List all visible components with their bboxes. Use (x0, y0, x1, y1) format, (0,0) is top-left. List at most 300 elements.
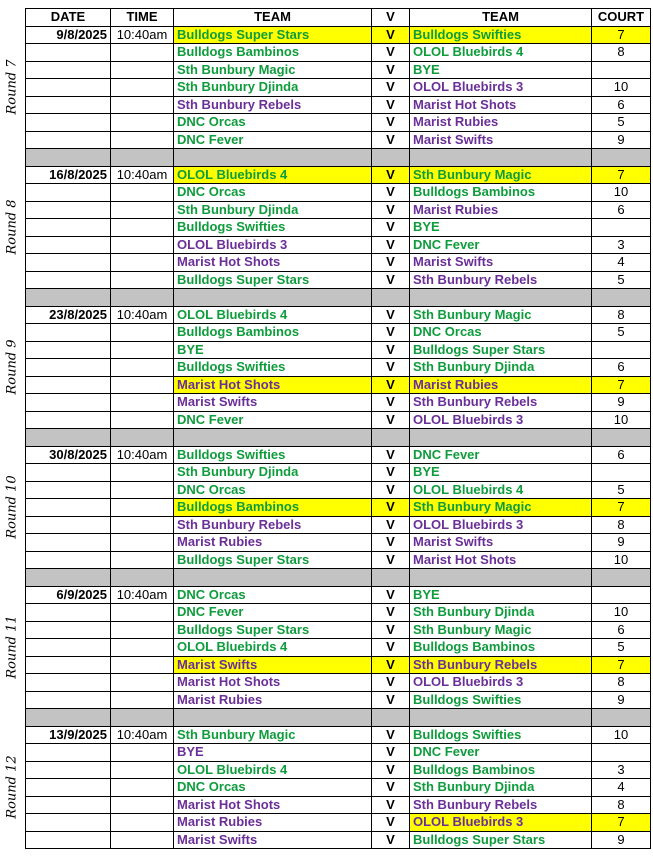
versus-cell: V (372, 639, 410, 657)
date-cell (26, 254, 111, 272)
home-team: Marist Rubies (174, 534, 372, 552)
header-court: COURT (592, 9, 651, 27)
away-team: DNC Fever (410, 446, 592, 464)
versus-cell: V (372, 481, 410, 499)
date-cell (26, 499, 111, 517)
date-cell: 30/8/2025 (26, 446, 111, 464)
match-row (26, 166, 651, 184)
away-team: BYE (410, 61, 592, 79)
separator-cell (410, 429, 592, 447)
date-cell (26, 271, 111, 289)
date-cell: 16/8/2025 (26, 166, 111, 184)
court-cell: 5 (592, 639, 651, 657)
time-cell: 10:40am (111, 726, 174, 744)
date-cell (26, 604, 111, 622)
date-cell (26, 814, 111, 832)
match-row (26, 271, 651, 289)
away-team: Marist Swifts (410, 534, 592, 552)
home-team: DNC Fever (174, 411, 372, 429)
match-row (26, 394, 651, 412)
versus-cell: V (372, 61, 410, 79)
time-cell (111, 621, 174, 639)
court-cell: 7 (592, 166, 651, 184)
versus-cell: V (372, 446, 410, 464)
home-team: Bulldogs Bambinos (174, 44, 372, 62)
separator-cell (410, 149, 592, 167)
away-team: Sth Bunbury Magic (410, 166, 592, 184)
away-team: OLOL Bluebirds 3 (410, 814, 592, 832)
separator-cell (111, 149, 174, 167)
versus-cell: V (372, 779, 410, 797)
home-team: Bulldogs Super Stars (174, 271, 372, 289)
match-row (26, 61, 651, 79)
date-cell (26, 184, 111, 202)
home-team: Bulldogs Super Stars (174, 26, 372, 44)
away-team: Bulldogs Super Stars (410, 831, 592, 849)
court-cell: 9 (592, 691, 651, 709)
court-cell: 3 (592, 236, 651, 254)
versus-cell: V (372, 604, 410, 622)
versus-cell: V (372, 814, 410, 832)
time-cell (111, 639, 174, 657)
separator-cell (372, 569, 410, 587)
away-team: OLOL Bluebirds 3 (410, 79, 592, 97)
match-row (26, 201, 651, 219)
court-cell (592, 219, 651, 237)
away-team: Bulldogs Super Stars (410, 341, 592, 359)
match-row (26, 639, 651, 657)
separator-cell (26, 709, 111, 727)
date-cell (26, 376, 111, 394)
match-row (26, 551, 651, 569)
away-team: DNC Orcas (410, 324, 592, 342)
court-cell: 10 (592, 411, 651, 429)
versus-cell: V (372, 96, 410, 114)
away-team: Sth Bunbury Magic (410, 621, 592, 639)
time-cell (111, 481, 174, 499)
time-cell (111, 499, 174, 517)
separator-cell (111, 709, 174, 727)
match-row (26, 184, 651, 202)
time-cell (111, 61, 174, 79)
fixture-body (26, 26, 651, 849)
court-cell: 10 (592, 604, 651, 622)
match-row (26, 236, 651, 254)
match-row (26, 44, 651, 62)
date-cell: 9/8/2025 (26, 26, 111, 44)
date-cell (26, 656, 111, 674)
date-cell: 6/9/2025 (26, 586, 111, 604)
time-cell (111, 814, 174, 832)
versus-cell: V (372, 726, 410, 744)
versus-cell: V (372, 411, 410, 429)
time-cell (111, 516, 174, 534)
match-row (26, 114, 651, 132)
versus-cell: V (372, 499, 410, 517)
court-cell: 7 (592, 814, 651, 832)
match-row (26, 341, 651, 359)
date-cell (26, 639, 111, 657)
court-cell: 8 (592, 306, 651, 324)
date-cell: 23/8/2025 (26, 306, 111, 324)
separator-cell (592, 709, 651, 727)
time-cell (111, 359, 174, 377)
header-team-home: TEAM (174, 9, 372, 27)
date-cell (26, 114, 111, 132)
time-cell (111, 324, 174, 342)
versus-cell: V (372, 271, 410, 289)
date-cell (26, 551, 111, 569)
match-row (26, 744, 651, 762)
court-cell (592, 61, 651, 79)
away-team: Marist Swifts (410, 254, 592, 272)
match-row (26, 219, 651, 237)
court-cell: 9 (592, 831, 651, 849)
away-team: Sth Bunbury Rebels (410, 394, 592, 412)
away-team: Bulldogs Swifties (410, 26, 592, 44)
separator-cell (174, 149, 372, 167)
home-team: OLOL Bluebirds 4 (174, 306, 372, 324)
away-team: Sth Bunbury Djinda (410, 604, 592, 622)
date-cell (26, 411, 111, 429)
home-team: Marist Rubies (174, 814, 372, 832)
court-cell: 10 (592, 551, 651, 569)
versus-cell: V (372, 166, 410, 184)
separator-cell (372, 149, 410, 167)
time-cell (111, 201, 174, 219)
round-separator (26, 709, 651, 727)
versus-cell: V (372, 376, 410, 394)
court-cell: 5 (592, 271, 651, 289)
time-cell (111, 219, 174, 237)
time-cell (111, 551, 174, 569)
match-row (26, 499, 651, 517)
date-cell (26, 324, 111, 342)
versus-cell: V (372, 796, 410, 814)
date-cell (26, 691, 111, 709)
court-cell: 7 (592, 499, 651, 517)
time-cell (111, 744, 174, 762)
away-team: BYE (410, 586, 592, 604)
home-team: Sth Bunbury Rebels (174, 96, 372, 114)
court-cell: 4 (592, 254, 651, 272)
time-cell (111, 131, 174, 149)
away-team: Marist Swifts (410, 131, 592, 149)
separator-cell (174, 569, 372, 587)
time-cell: 10:40am (111, 306, 174, 324)
header-versus: V (372, 9, 410, 27)
separator-cell (26, 289, 111, 307)
versus-cell: V (372, 464, 410, 482)
match-row (26, 376, 651, 394)
home-team: Marist Hot Shots (174, 376, 372, 394)
home-team: Marist Hot Shots (174, 674, 372, 692)
versus-cell: V (372, 324, 410, 342)
match-row (26, 411, 651, 429)
home-team: Sth Bunbury Magic (174, 61, 372, 79)
date-cell (26, 779, 111, 797)
date-cell (26, 464, 111, 482)
round-label: Round 10 (4, 475, 20, 539)
match-row (26, 516, 651, 534)
court-cell: 7 (592, 656, 651, 674)
date-cell (26, 796, 111, 814)
time-cell: 10:40am (111, 586, 174, 604)
home-team: Bulldogs Super Stars (174, 621, 372, 639)
away-team: Sth Bunbury Rebels (410, 796, 592, 814)
fixture-table (25, 8, 651, 849)
versus-cell: V (372, 44, 410, 62)
court-cell: 6 (592, 359, 651, 377)
away-team: Bulldogs Bambinos (410, 639, 592, 657)
time-cell (111, 96, 174, 114)
separator-cell (174, 709, 372, 727)
match-row (26, 79, 651, 97)
separator-cell (410, 289, 592, 307)
versus-cell: V (372, 254, 410, 272)
round-label: Round 12 (4, 755, 20, 819)
court-cell: 7 (592, 26, 651, 44)
away-team: Sth Bunbury Rebels (410, 271, 592, 289)
away-team: BYE (410, 219, 592, 237)
versus-cell: V (372, 516, 410, 534)
home-team: DNC Orcas (174, 481, 372, 499)
time-cell: 10:40am (111, 26, 174, 44)
versus-cell: V (372, 394, 410, 412)
time-cell (111, 831, 174, 849)
date-cell (26, 481, 111, 499)
home-team: OLOL Bluebirds 4 (174, 166, 372, 184)
separator-cell (111, 289, 174, 307)
time-cell (111, 656, 174, 674)
home-team: Sth Bunbury Djinda (174, 79, 372, 97)
versus-cell: V (372, 114, 410, 132)
date-cell: 13/9/2025 (26, 726, 111, 744)
away-team: OLOL Bluebirds 3 (410, 674, 592, 692)
court-cell: 8 (592, 796, 651, 814)
home-team: Bulldogs Bambinos (174, 499, 372, 517)
versus-cell: V (372, 534, 410, 552)
court-cell (592, 464, 651, 482)
match-row (26, 254, 651, 272)
home-team: DNC Orcas (174, 586, 372, 604)
round-separator (26, 289, 651, 307)
away-team: OLOL Bluebirds 3 (410, 516, 592, 534)
separator-cell (592, 289, 651, 307)
away-team: Marist Rubies (410, 376, 592, 394)
separator-cell (26, 149, 111, 167)
date-cell (26, 394, 111, 412)
court-cell: 5 (592, 481, 651, 499)
match-row (26, 26, 651, 44)
court-cell: 9 (592, 534, 651, 552)
time-cell (111, 779, 174, 797)
home-team: Bulldogs Bambinos (174, 324, 372, 342)
time-cell (111, 464, 174, 482)
round-label: Round 9 (4, 339, 20, 395)
date-cell (26, 831, 111, 849)
home-team: OLOL Bluebirds 4 (174, 639, 372, 657)
versus-cell: V (372, 551, 410, 569)
away-team: Marist Hot Shots (410, 551, 592, 569)
versus-cell: V (372, 219, 410, 237)
court-cell (592, 586, 651, 604)
round-label: Round 11 (4, 615, 20, 679)
time-cell (111, 796, 174, 814)
court-cell: 10 (592, 184, 651, 202)
date-cell (26, 674, 111, 692)
separator-cell (410, 569, 592, 587)
home-team: Bulldogs Super Stars (174, 551, 372, 569)
date-cell (26, 359, 111, 377)
date-cell (26, 201, 111, 219)
versus-cell: V (372, 691, 410, 709)
home-team: OLOL Bluebirds 4 (174, 761, 372, 779)
match-row (26, 464, 651, 482)
away-team: Bulldogs Swifties (410, 726, 592, 744)
home-team: DNC Fever (174, 604, 372, 622)
away-team: Marist Hot Shots (410, 96, 592, 114)
time-cell (111, 674, 174, 692)
round-separator (26, 429, 651, 447)
match-row (26, 726, 651, 744)
court-cell: 8 (592, 674, 651, 692)
time-cell (111, 254, 174, 272)
date-cell (26, 96, 111, 114)
away-team: Bulldogs Bambinos (410, 184, 592, 202)
away-team: DNC Fever (410, 236, 592, 254)
round-labels (0, 0, 25, 868)
time-cell (111, 79, 174, 97)
away-team: Bulldogs Bambinos (410, 761, 592, 779)
home-team: Bulldogs Swifties (174, 446, 372, 464)
away-team: Sth Bunbury Magic (410, 499, 592, 517)
versus-cell: V (372, 341, 410, 359)
time-cell: 10:40am (111, 446, 174, 464)
date-cell (26, 621, 111, 639)
versus-cell: V (372, 586, 410, 604)
court-cell: 5 (592, 114, 651, 132)
away-team: Sth Bunbury Rebels (410, 656, 592, 674)
match-row (26, 324, 651, 342)
header-time: TIME (111, 9, 174, 27)
court-cell: 10 (592, 79, 651, 97)
versus-cell: V (372, 761, 410, 779)
separator-cell (410, 709, 592, 727)
home-team: Sth Bunbury Djinda (174, 201, 372, 219)
away-team: DNC Fever (410, 744, 592, 762)
separator-cell (174, 429, 372, 447)
away-team: Sth Bunbury Djinda (410, 359, 592, 377)
time-cell (111, 44, 174, 62)
separator-cell (372, 429, 410, 447)
versus-cell: V (372, 831, 410, 849)
match-row (26, 306, 651, 324)
match-row (26, 586, 651, 604)
match-row (26, 674, 651, 692)
match-row (26, 831, 651, 849)
court-cell: 6 (592, 96, 651, 114)
separator-cell (111, 429, 174, 447)
versus-cell: V (372, 674, 410, 692)
separator-cell (26, 569, 111, 587)
time-cell (111, 236, 174, 254)
match-row (26, 534, 651, 552)
court-cell: 9 (592, 394, 651, 412)
time-cell (111, 761, 174, 779)
separator-cell (26, 429, 111, 447)
time-cell: 10:40am (111, 166, 174, 184)
home-team: Marist Swifts (174, 831, 372, 849)
date-cell (26, 61, 111, 79)
match-row (26, 131, 651, 149)
time-cell (111, 411, 174, 429)
home-team: BYE (174, 341, 372, 359)
header-row (26, 9, 651, 27)
away-team: Sth Bunbury Magic (410, 306, 592, 324)
home-team: Sth Bunbury Magic (174, 726, 372, 744)
round-separator (26, 569, 651, 587)
date-cell (26, 131, 111, 149)
court-cell: 7 (592, 376, 651, 394)
header-team-away: TEAM (410, 9, 592, 27)
court-cell: 4 (592, 779, 651, 797)
home-team: OLOL Bluebirds 3 (174, 236, 372, 254)
away-team: OLOL Bluebirds 4 (410, 481, 592, 499)
home-team: DNC Orcas (174, 114, 372, 132)
court-cell: 6 (592, 446, 651, 464)
home-team: Marist Hot Shots (174, 796, 372, 814)
match-row (26, 779, 651, 797)
court-cell: 8 (592, 516, 651, 534)
match-row (26, 691, 651, 709)
away-team: OLOL Bluebirds 4 (410, 44, 592, 62)
separator-cell (372, 289, 410, 307)
separator-cell (592, 429, 651, 447)
versus-cell: V (372, 744, 410, 762)
away-team: Sth Bunbury Djinda (410, 779, 592, 797)
date-cell (26, 516, 111, 534)
separator-cell (592, 149, 651, 167)
match-row (26, 761, 651, 779)
separator-cell (592, 569, 651, 587)
date-cell (26, 761, 111, 779)
versus-cell: V (372, 131, 410, 149)
time-cell (111, 691, 174, 709)
versus-cell: V (372, 184, 410, 202)
separator-cell (372, 709, 410, 727)
versus-cell: V (372, 621, 410, 639)
header-date: DATE (26, 9, 111, 27)
date-cell (26, 341, 111, 359)
separator-cell (174, 289, 372, 307)
time-cell (111, 376, 174, 394)
versus-cell: V (372, 656, 410, 674)
date-cell (26, 534, 111, 552)
time-cell (111, 184, 174, 202)
home-team: Marist Rubies (174, 691, 372, 709)
round-label: Round 8 (4, 199, 20, 255)
court-cell (592, 341, 651, 359)
versus-cell: V (372, 201, 410, 219)
versus-cell: V (372, 79, 410, 97)
court-cell (592, 744, 651, 762)
time-cell (111, 394, 174, 412)
time-cell (111, 271, 174, 289)
versus-cell: V (372, 26, 410, 44)
away-team: Bulldogs Swifties (410, 691, 592, 709)
date-cell (26, 79, 111, 97)
